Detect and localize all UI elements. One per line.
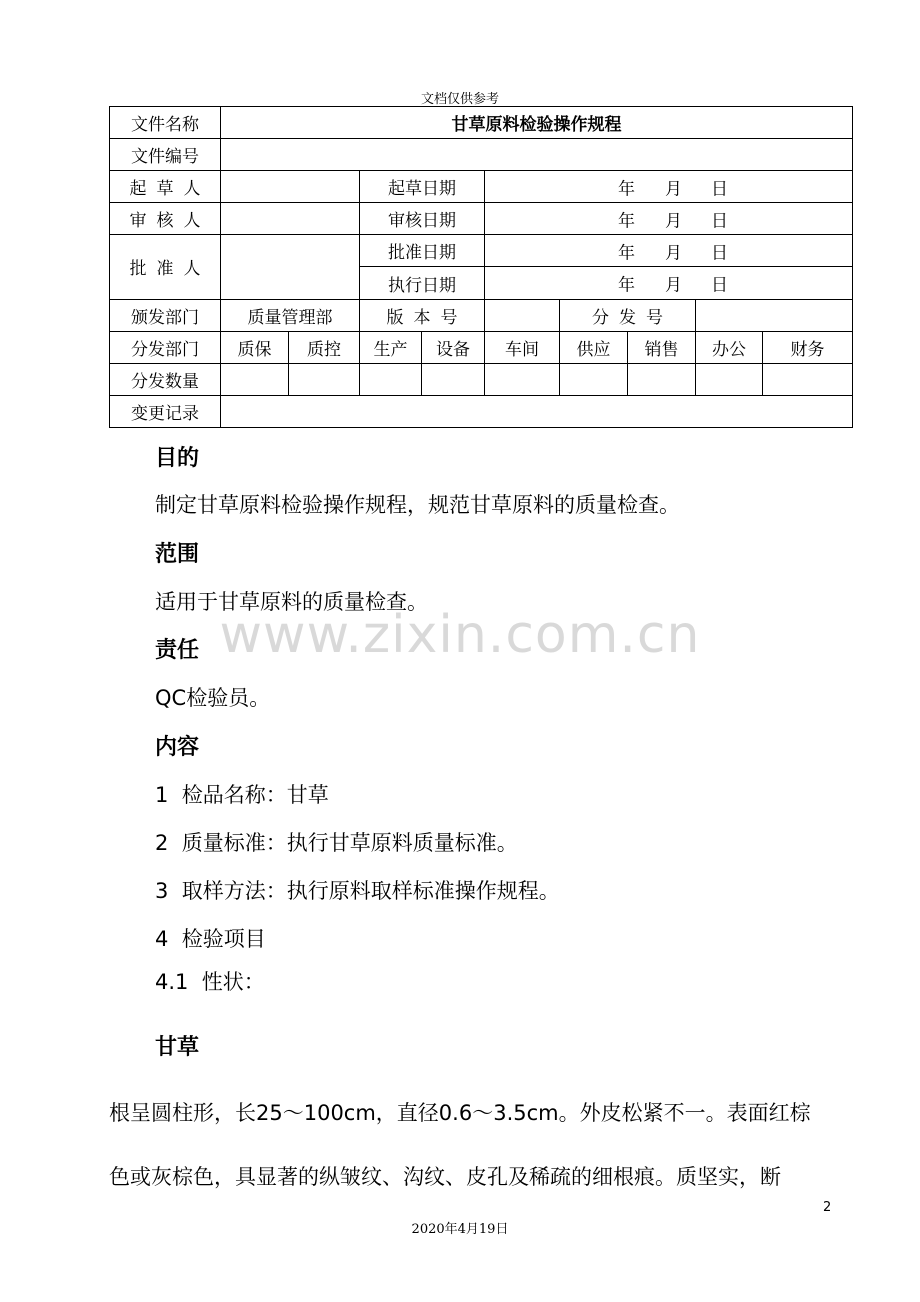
draft-date-value: 年 月 日 [485, 171, 853, 203]
file-name-value: 甘草原料检验操作规程 [221, 107, 853, 139]
dept-cell: 财务 [763, 331, 853, 363]
qty-cell [289, 363, 360, 395]
dist-number-label: 分 发 号 [560, 299, 696, 331]
watermark: www.zixin.com.cn [219, 605, 701, 665]
qty-cell [360, 363, 422, 395]
exec-date-value: 年 月 日 [485, 267, 853, 299]
purpose-heading: 目的 [155, 446, 200, 471]
body-paragraph-line-2: 色或灰棕色，具显著的纵皱纹、沟纹、皮孔及稀疏的细根痕。质坚实，断 [109, 1165, 781, 1189]
drafter-label: 起 草 人 [110, 171, 221, 203]
dist-number-value [696, 299, 853, 331]
responsibility-heading: 责任 [155, 638, 200, 663]
document-control-table [109, 106, 853, 428]
exec-date-label: 执行日期 [360, 267, 485, 299]
dept-cell: 生产 [360, 331, 422, 363]
item-1: 1 检品名称：甘草 [155, 783, 329, 807]
dept-cell: 车间 [485, 331, 560, 363]
approver-label: 批 准 人 [110, 235, 221, 299]
file-name-label: 文件名称 [110, 107, 221, 139]
issue-dept-value: 质量管理部 [221, 299, 360, 331]
qty-cell [696, 363, 763, 395]
draft-date-label: 起草日期 [360, 171, 485, 203]
file-number-label: 文件编号 [110, 139, 221, 171]
dept-cell: 设备 [422, 331, 485, 363]
qty-cell [628, 363, 696, 395]
dept-cell: 供应 [560, 331, 628, 363]
review-date-label: 审核日期 [360, 203, 485, 235]
dept-cell: 办公 [696, 331, 763, 363]
approve-date-value: 年 月 日 [485, 235, 853, 267]
scope-heading: 范围 [155, 542, 200, 567]
file-number-value [221, 139, 853, 171]
change-log-label: 变更记录 [110, 395, 221, 427]
approve-date-label: 批准日期 [360, 235, 485, 267]
qty-cell [221, 363, 289, 395]
drafter-value [221, 171, 360, 203]
item-2: 2 质量标准：执行甘草原料质量标准。 [155, 831, 518, 855]
item-4-1: 4.1 性状： [155, 970, 265, 994]
qty-cell [422, 363, 485, 395]
approver-value [221, 235, 360, 299]
dept-cell: 销售 [628, 331, 696, 363]
qty-cell [763, 363, 853, 395]
item-3: 3 取样方法：执行原料取样标准操作规程。 [155, 879, 560, 903]
item-4: 4 检验项目 [155, 927, 266, 951]
dist-dept-label: 分发部门 [110, 331, 221, 363]
review-date-value: 年 月 日 [485, 203, 853, 235]
qty-cell [485, 363, 560, 395]
reviewer-label: 审 核 人 [110, 203, 221, 235]
issue-dept-label: 颁发部门 [110, 299, 221, 331]
version-value [485, 299, 560, 331]
dept-cell: 质控 [289, 331, 360, 363]
sub-heading: 甘草 [155, 1035, 200, 1060]
dept-cell: 质保 [221, 331, 289, 363]
reviewer-value [221, 203, 360, 235]
change-log-value [221, 395, 853, 427]
purpose-text: 制定甘草原料检验操作规程，规范甘草原料的质量检查。 [155, 493, 680, 517]
page-number: 2 [823, 1200, 832, 1215]
scope-text: 适用于甘草原料的质量检查。 [155, 590, 428, 614]
body-paragraph-line-1: 根呈圆柱形，长25～100cm，直径0.6～3.5cm。外皮松紧不一。表面红棕 [109, 1101, 811, 1125]
content-heading: 内容 [155, 735, 200, 760]
responsibility-text: QC检验员。 [155, 686, 271, 710]
footer-date: 2020年4月19日 [411, 1222, 509, 1237]
dist-qty-label: 分发数量 [110, 363, 221, 395]
version-label: 版 本 号 [360, 299, 485, 331]
qty-cell [560, 363, 628, 395]
header-note: 文档仅供参考 [420, 92, 499, 107]
